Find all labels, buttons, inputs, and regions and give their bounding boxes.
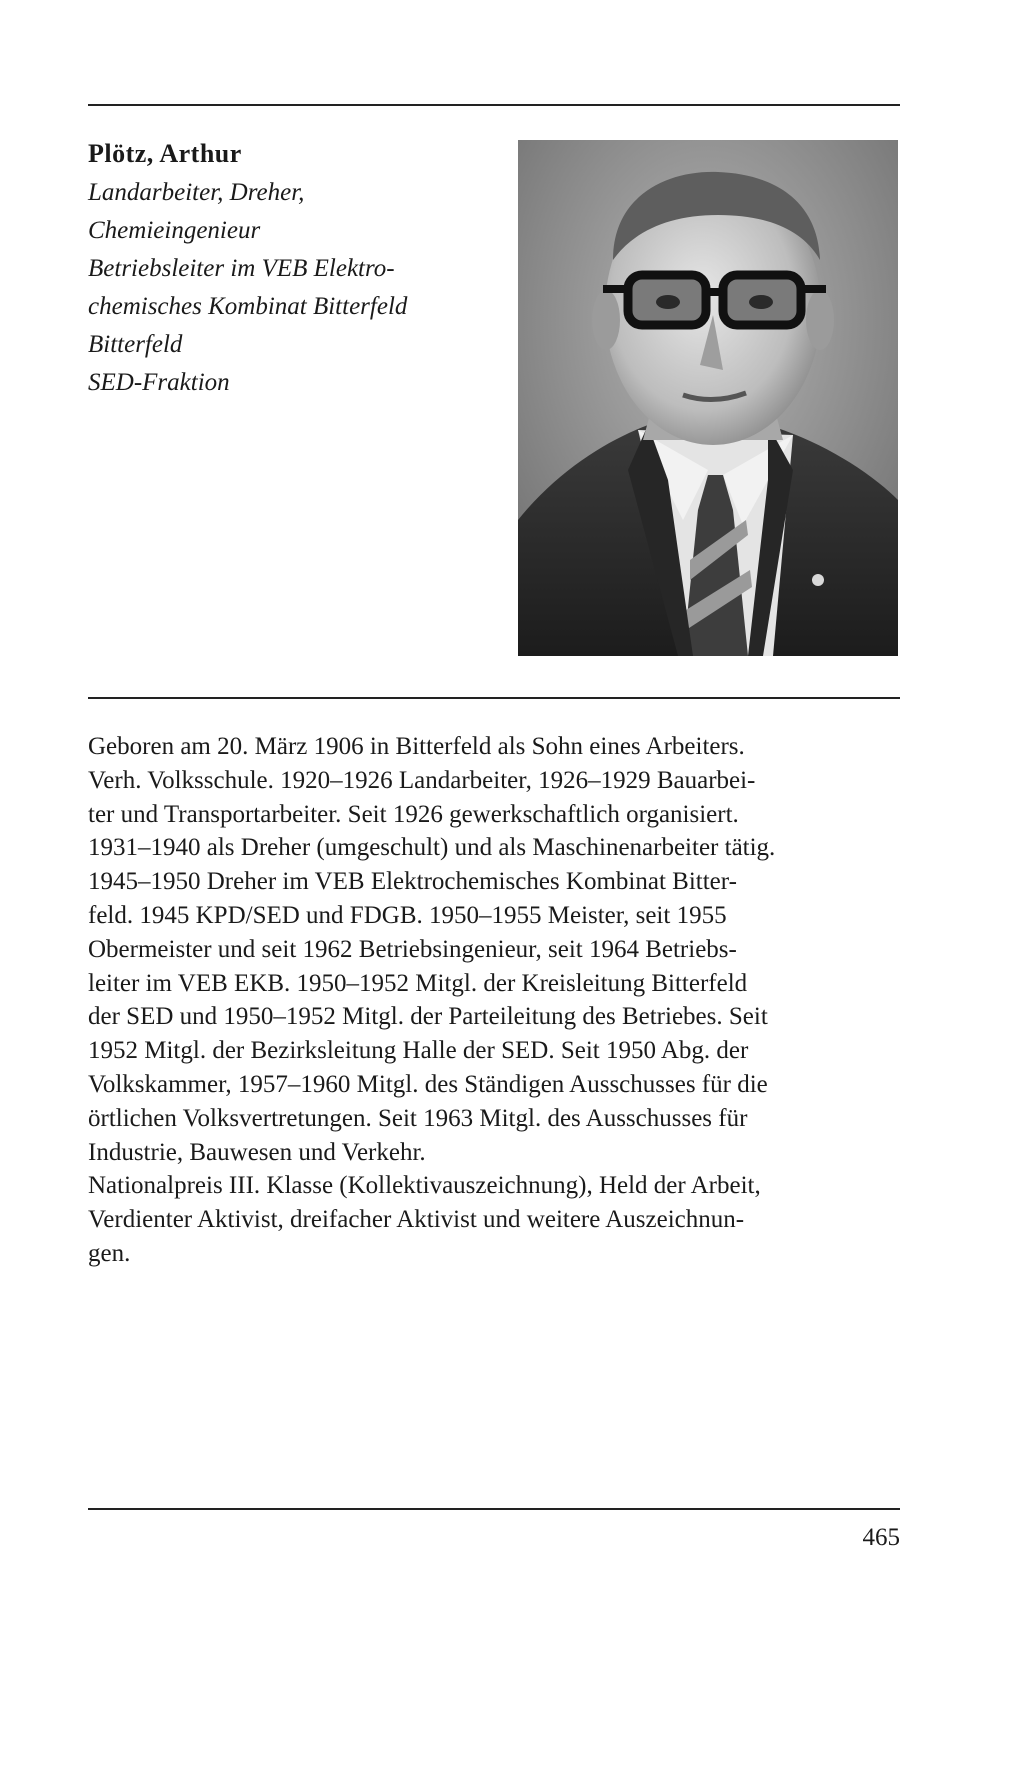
- position-line-1: Betriebsleiter im VEB Elektro-: [88, 255, 395, 282]
- portrait-illustration: [518, 140, 898, 656]
- profession-line-2: Chemieingenieur: [88, 217, 261, 244]
- biography: [88, 730, 900, 1271]
- position-line-2: chemisches Kombinat Bitterfeld: [88, 293, 408, 320]
- biography-main: [88, 730, 900, 1169]
- bottom-rule: [88, 1508, 900, 1510]
- profession-line-1: Landarbeiter, Dreher,: [88, 179, 305, 206]
- location: Bitterfeld: [88, 331, 183, 358]
- awards-line: Verdienter Aktivist, dreifacher Aktivist und weitere Auszeichnun-: [88, 1206, 745, 1234]
- person-name: Plötz, Arthur: [88, 139, 242, 168]
- middle-rule: [88, 697, 900, 699]
- bio-line: Verh. Volksschule. 1920–1926 Landarbeiter, 1926–1929 Bauarbei-: [88, 766, 756, 794]
- bio-line: Industrie, Bauwesen und Verkehr.: [88, 1138, 426, 1166]
- bio-line: Obermeister und seit 1962 Betriebsingenieur, seit 1964 Betriebs-: [88, 935, 737, 963]
- portrait-photo: [518, 140, 898, 656]
- bio-line: leiter im VEB EKB. 1950–1952 Mitgl. der Kreisleitung Bitterfeld: [88, 969, 748, 997]
- bio-line: Geboren am 20. März 1906 in Bitterfeld als Sohn eines Arbeiters.: [88, 733, 745, 760]
- bio-line: ter und Transportarbeiter. Seit 1926 gewerkschaftlich organisiert.: [88, 800, 739, 828]
- bio-line: 1945–1950 Dreher im VEB Elektrochemisches Kombinat Bitter-: [88, 868, 737, 896]
- top-rule: [88, 104, 900, 106]
- bio-line: örtlichen Volksvertretungen. Seit 1963 Mitgl. des Ausschusses für: [88, 1104, 748, 1132]
- awards-line: Nationalpreis III. Klasse (Kollektivauszeichnung), Held der Arbeit,: [88, 1172, 761, 1200]
- bio-line: 1931–1940 als Dreher (umgeschult) und als Maschinenarbeiter tätig.: [88, 834, 776, 862]
- bio-line: feld. 1945 KPD/SED und FDGB. 1950–1955 Meister, seit 1955: [88, 901, 727, 929]
- entry-header: [88, 134, 488, 402]
- bio-line: Volkskammer, 1957–1960 Mitgl. des Ständigen Ausschusses für die: [88, 1070, 768, 1098]
- page-number: 465: [862, 1524, 900, 1551]
- biography-awards: [88, 1169, 900, 1270]
- bio-line: 1952 Mitgl. der Bezirksleitung Halle der SED. Seit 1950 Abg. der: [88, 1037, 749, 1065]
- awards-line: gen.: [88, 1239, 131, 1267]
- faction: SED-Fraktion: [88, 369, 230, 396]
- bio-line: der SED und 1950–1952 Mitgl. der Parteileitung des Betriebes. Seit: [88, 1003, 768, 1031]
